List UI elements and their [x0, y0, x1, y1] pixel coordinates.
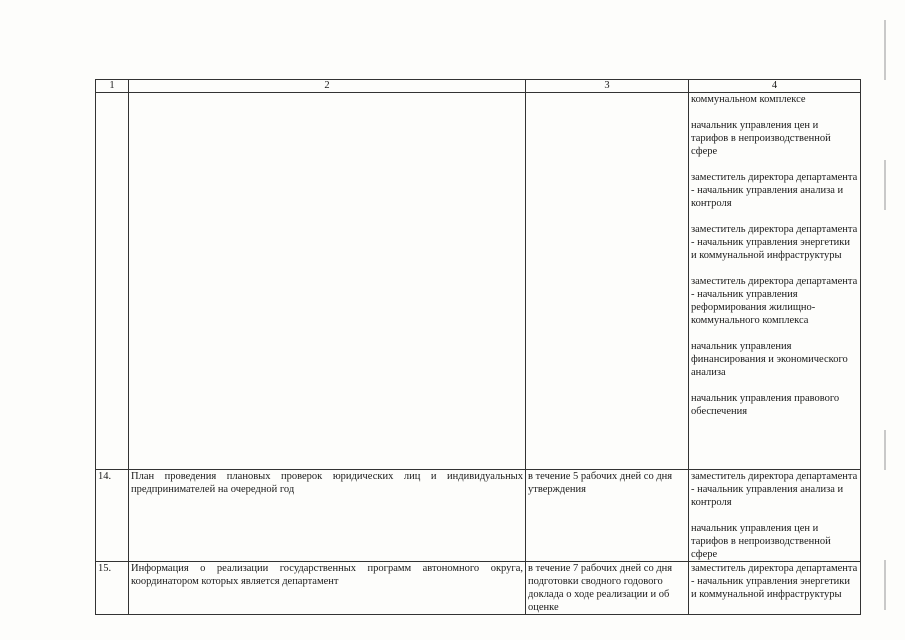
scan-edge-mark: [884, 430, 886, 470]
table-row: [96, 93, 861, 470]
scan-edge-mark: [884, 560, 886, 610]
column-number: 2: [129, 80, 526, 93]
responsible-person: начальник управления цен и тарифов в непроизводственной сфере: [691, 523, 831, 560]
deadline-cell: [526, 93, 689, 470]
row-number: 14.: [96, 470, 129, 562]
column-number: 1: [96, 80, 129, 93]
task-cell: [129, 93, 526, 470]
responsible-person: заместитель директора департамента - начальник управления анализа и контроля: [691, 172, 858, 209]
responsible-person: коммунальном комплексе: [691, 94, 806, 105]
responsible-person: начальник управления правового обеспечения: [691, 393, 840, 417]
column-number-row: [96, 80, 861, 93]
responsible-cell: [689, 562, 861, 615]
scan-edge-mark: [884, 20, 886, 80]
responsible-person: начальник управления цен и тарифов в непроизводственной сфере: [691, 120, 831, 157]
responsible-person: заместитель директора департамента - начальник управления энергетики и коммунальной инфраструктуры: [691, 563, 858, 600]
plan-table: [95, 79, 861, 615]
responsible-cell: [689, 93, 861, 470]
column-number: 4: [689, 80, 861, 93]
task-cell: Информация о реализации государственных программ автономного округа, координатором которых является департамент: [129, 562, 526, 615]
responsible-person: начальник управления финансирования и экономического анализа: [691, 341, 848, 378]
table-row: [96, 470, 861, 562]
deadline-cell: в течение 7 рабочих дней со дня подготовки сводного годового доклада о ходе реализации и об оценке: [526, 562, 689, 615]
row-number: 15.: [96, 562, 129, 615]
responsible-person: заместитель директора департамента - начальник управления реформирования жилищно-коммунального комплекса: [691, 276, 858, 326]
responsible-person: заместитель директора департамента - начальник управления анализа и контроля: [691, 471, 858, 508]
row-number: [96, 93, 129, 470]
column-number: 3: [526, 80, 689, 93]
deadline-cell: в течение 5 рабочих дней со дня утверждения: [526, 470, 689, 562]
responsible-person: заместитель директора департамента - начальник управления энергетики и коммунальной инфраструктуры: [691, 224, 858, 261]
table-row: [96, 562, 861, 615]
responsible-cell: [689, 470, 861, 562]
scan-edge-mark: [884, 160, 886, 210]
task-cell: План проведения плановых проверок юридических лиц и индивидуальных предпринимателей на очередной год: [129, 470, 526, 562]
